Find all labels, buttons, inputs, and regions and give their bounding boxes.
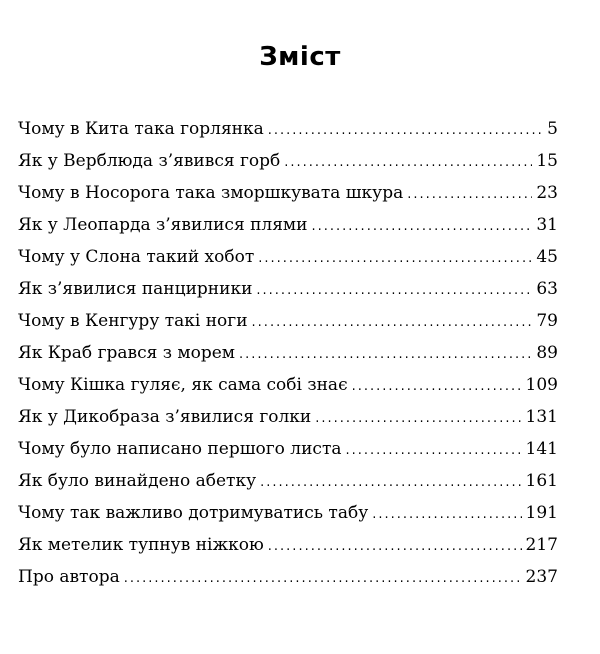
dot-leader xyxy=(268,531,522,563)
toc-entry xyxy=(18,273,558,305)
toc-entry xyxy=(18,113,558,145)
toc-entry xyxy=(18,177,558,209)
toc-entry xyxy=(18,145,558,177)
toc-entry-page: 23 xyxy=(536,183,558,203)
toc-entry-page: 45 xyxy=(536,247,558,267)
toc-entry-title: Чому було написано першого листа xyxy=(18,439,342,459)
dot-leader xyxy=(345,435,521,467)
toc-entry-title: Чому в Кита така горлянка xyxy=(18,119,264,139)
toc-entry-title: Чому у Слона такий хобот xyxy=(18,247,255,267)
dot-leader xyxy=(407,179,532,211)
toc-entry-title: Як у Верблюда з’явився горб xyxy=(18,151,281,171)
dot-leader xyxy=(260,467,521,499)
toc-entry xyxy=(18,369,558,401)
toc-entry xyxy=(18,241,558,273)
toc-entry xyxy=(18,337,558,369)
toc-entry-title: Про автора xyxy=(18,567,120,587)
toc-entry-page: 131 xyxy=(525,407,558,427)
toc-entry-title: Чому так важливо дотримуватись табу xyxy=(18,503,369,523)
dot-leader xyxy=(239,339,532,371)
dot-leader xyxy=(258,243,532,275)
toc-entry-title: Чому в Кенгуру такі ноги xyxy=(18,311,248,331)
toc-entry-page: 31 xyxy=(536,215,558,235)
toc-entry xyxy=(18,209,558,241)
table-of-contents xyxy=(18,113,558,593)
dot-leader xyxy=(352,371,522,403)
toc-entry-title: Як у Дикобраза з’явилися голки xyxy=(18,407,312,427)
toc-entry-page: 109 xyxy=(525,375,558,395)
toc-entry-page: 217 xyxy=(525,535,558,555)
page-title: Зміст xyxy=(259,42,341,72)
dot-leader xyxy=(372,499,521,531)
toc-entry xyxy=(18,529,558,561)
dot-leader xyxy=(268,115,543,147)
toc-entry-title: Як було винайдено абетку xyxy=(18,471,257,491)
toc-entry-title: Чому Кішка гуляє, як сама собі знає xyxy=(18,375,348,395)
dot-leader xyxy=(124,563,522,595)
toc-entry-page: 63 xyxy=(536,279,558,299)
toc-entry xyxy=(18,497,558,529)
toc-entry-title: Як з’явилися панцирники xyxy=(18,279,253,299)
toc-entry xyxy=(18,561,558,593)
toc-entry-page: 161 xyxy=(525,471,558,491)
toc-entry-page: 15 xyxy=(536,151,558,171)
toc-entry-page: 191 xyxy=(525,503,558,523)
toc-entry-title: Як Краб грався з морем xyxy=(18,343,236,363)
toc-entry-title: Чому в Носорога така зморшкувата шкура xyxy=(18,183,404,203)
toc-entry-page: 89 xyxy=(536,343,558,363)
toc-entry-page: 5 xyxy=(547,119,558,139)
toc-entry-title: Як у Леопарда з’явилися плями xyxy=(18,215,308,235)
dot-leader xyxy=(256,275,532,307)
toc-entry xyxy=(18,305,558,337)
toc-entry xyxy=(18,465,558,497)
dot-leader xyxy=(315,403,521,435)
toc-entry xyxy=(18,401,558,433)
dot-leader xyxy=(284,147,532,179)
toc-entry-title: Як метелик тупнув ніжкою xyxy=(18,535,264,555)
toc-entry xyxy=(18,433,558,465)
dot-leader xyxy=(252,307,533,339)
dot-leader xyxy=(312,211,533,243)
toc-entry-page: 237 xyxy=(525,567,558,587)
toc-entry-page: 79 xyxy=(536,311,558,331)
toc-entry-page: 141 xyxy=(525,439,558,459)
